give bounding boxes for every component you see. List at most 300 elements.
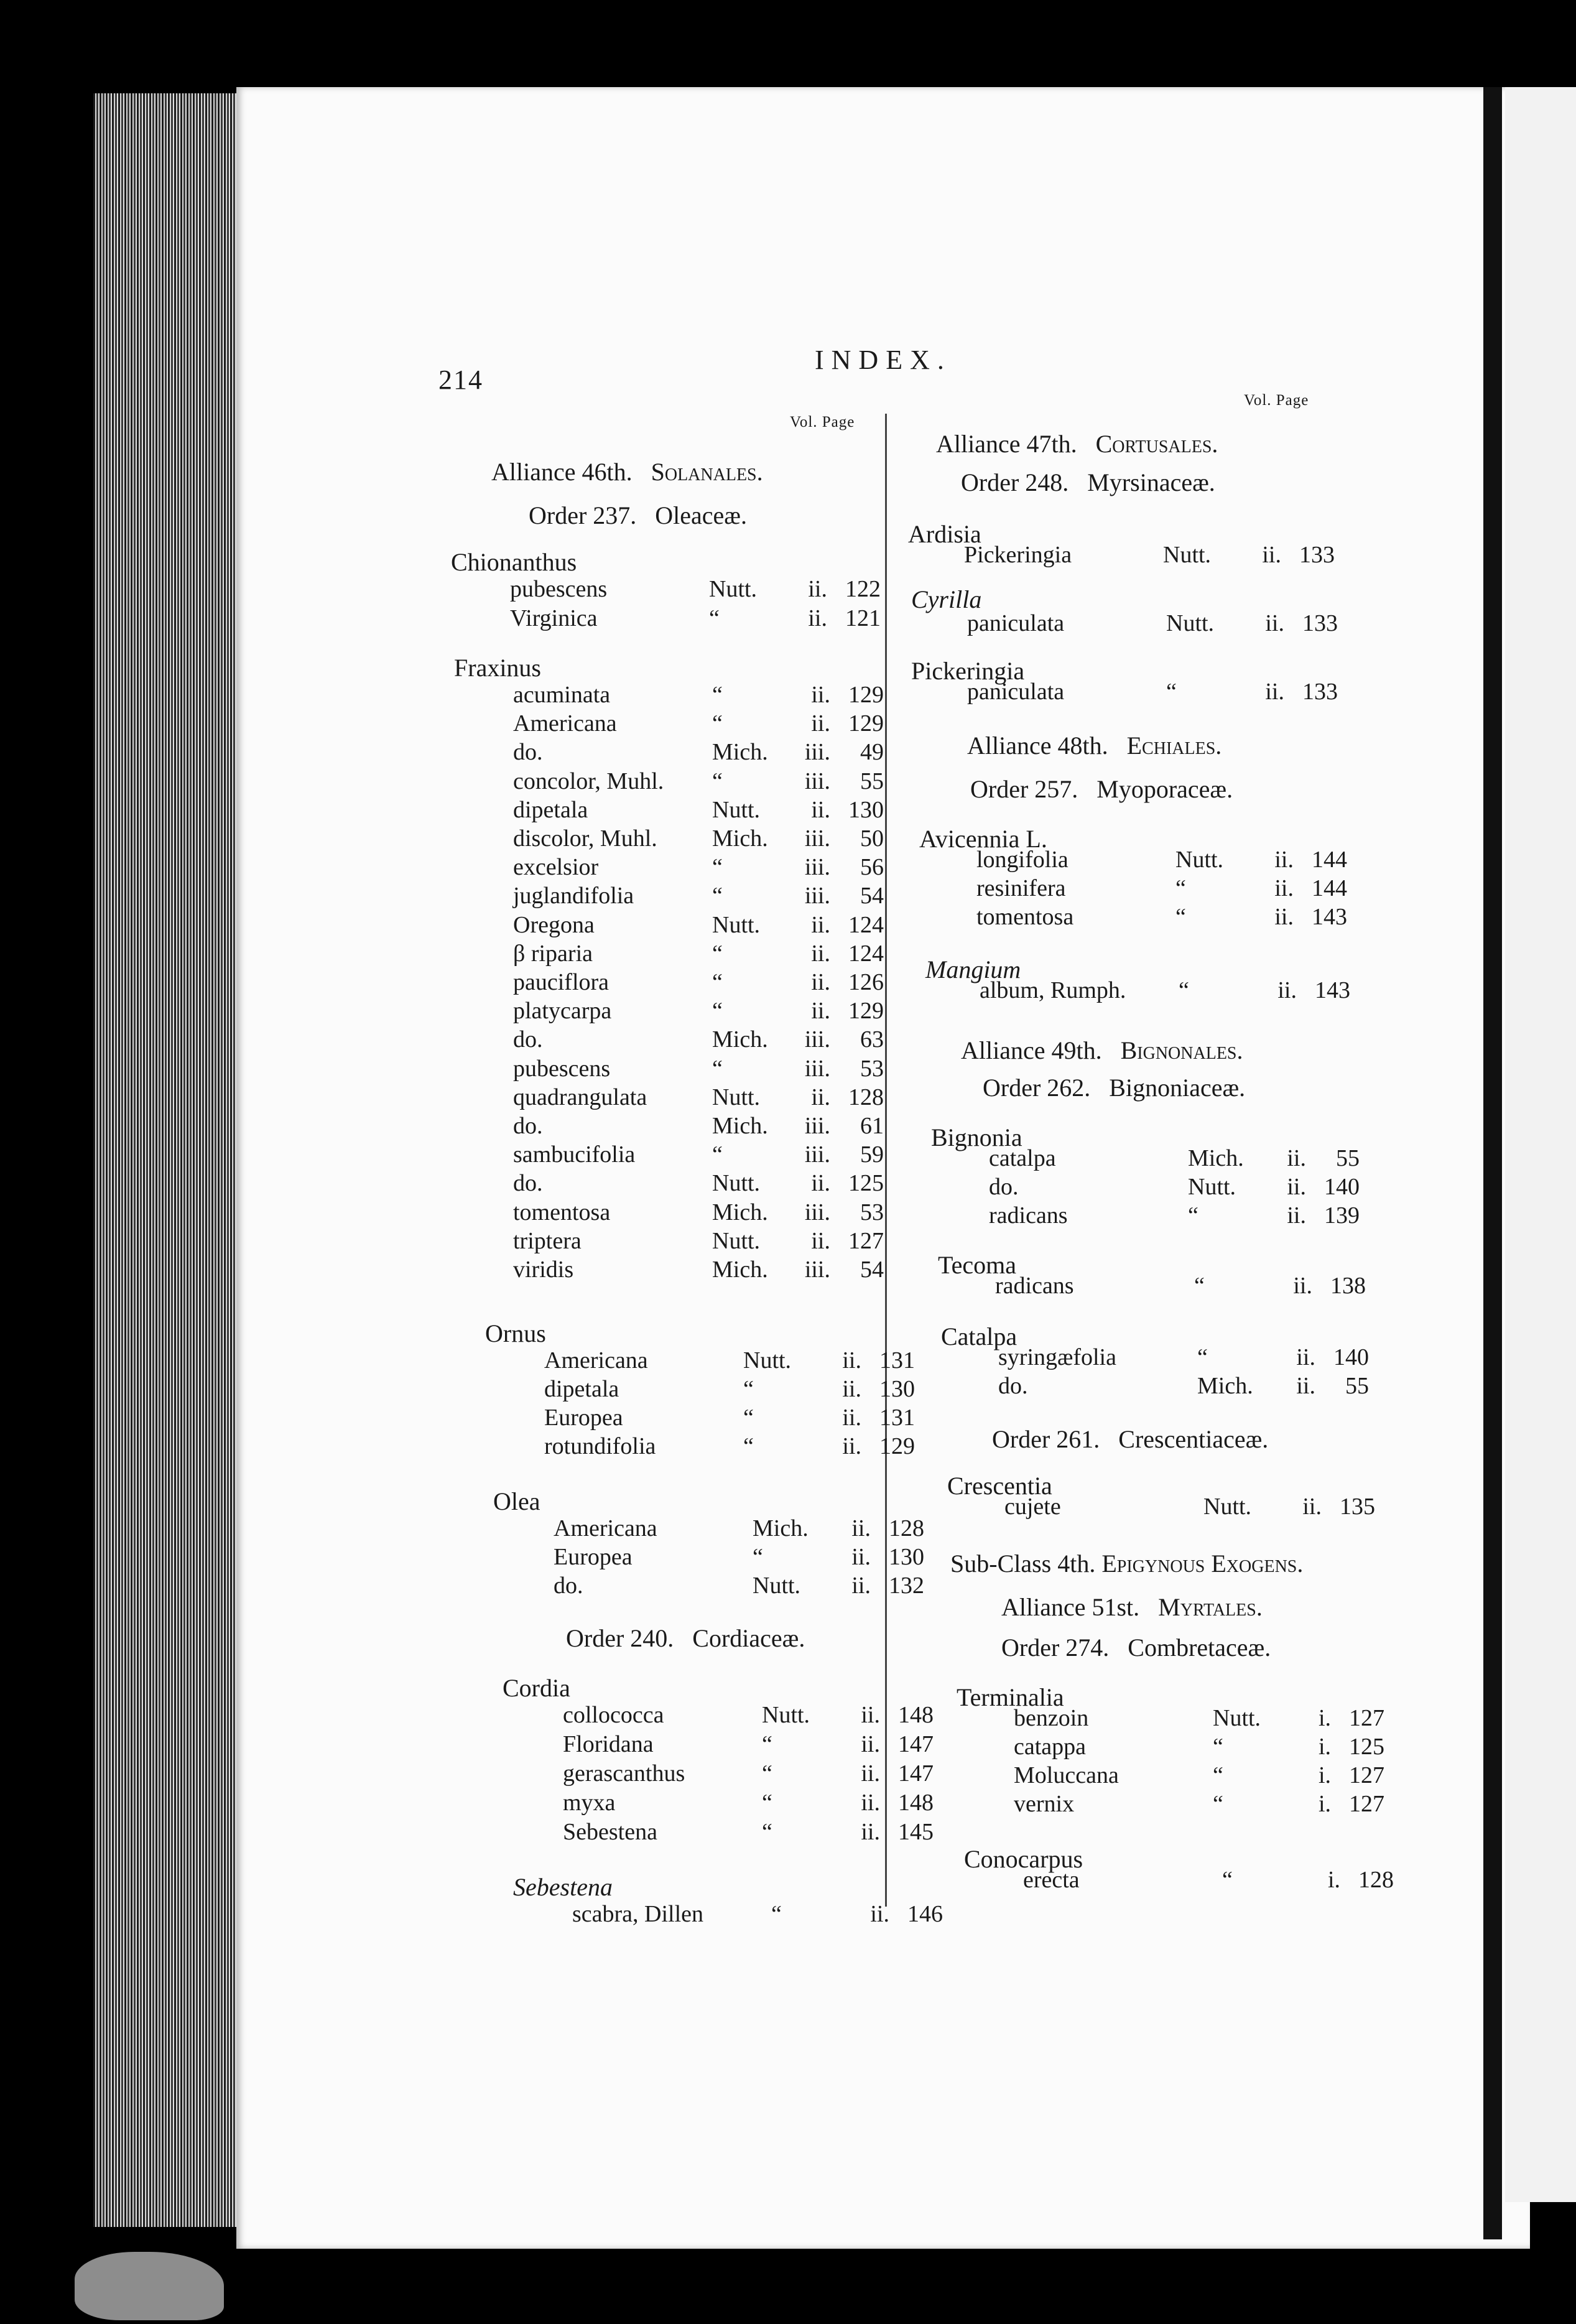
column-divider bbox=[885, 414, 887, 1907]
entry-volume: i. bbox=[1318, 1705, 1331, 1731]
entry-name: Europea bbox=[544, 1405, 623, 1431]
entry-volume: ii. bbox=[811, 1227, 830, 1254]
index-entry bbox=[554, 1515, 924, 1542]
entry-name: juglandifolia bbox=[513, 883, 634, 909]
entry-name: Europea bbox=[554, 1544, 633, 1570]
index-entry bbox=[513, 796, 884, 824]
index-entry bbox=[513, 1055, 884, 1082]
entry-volume: ii. bbox=[861, 1819, 880, 1845]
entry-page: 122 bbox=[845, 576, 881, 602]
index-entry bbox=[544, 1404, 915, 1431]
entry-name: Americana bbox=[513, 710, 617, 737]
index-entry bbox=[967, 678, 1338, 705]
entry-name: acuminata bbox=[513, 682, 611, 708]
book-gutter bbox=[1483, 87, 1502, 2239]
order-heading: Order 240. Cordiaceæ. bbox=[566, 1624, 805, 1652]
entry-authority: Nutt. bbox=[743, 1347, 792, 1373]
genus-heading: Catalpa bbox=[941, 1322, 1017, 1350]
entry-volume: ii. bbox=[1287, 1145, 1306, 1171]
entry-page: 55 bbox=[1336, 1145, 1360, 1171]
genus-heading: Pickeringia bbox=[911, 657, 1025, 685]
order-heading: Order 237. Oleaceæ. bbox=[529, 501, 747, 529]
page-title: INDEX. bbox=[815, 345, 952, 375]
entry-name: dipetala bbox=[513, 796, 588, 823]
entry-name: scabra, Dillen bbox=[572, 1901, 704, 1927]
index-entry bbox=[513, 853, 884, 881]
entry-authority: “ bbox=[1213, 1762, 1223, 1788]
index-entry bbox=[976, 846, 1347, 873]
entry-volume: ii. bbox=[851, 1544, 871, 1570]
entry-name: album, Rumph. bbox=[980, 977, 1126, 1003]
entry-volume: iii. bbox=[804, 825, 830, 852]
index-entry bbox=[976, 903, 1347, 931]
index-entry bbox=[964, 541, 1335, 569]
index-entry bbox=[1004, 1493, 1375, 1520]
entry-authority: Nutt. bbox=[1213, 1705, 1261, 1731]
entry-page: 125 bbox=[1349, 1734, 1384, 1760]
entry-name: triptera bbox=[513, 1227, 582, 1254]
entry-page: 54 bbox=[860, 883, 884, 909]
entry-page: 143 bbox=[1312, 904, 1347, 930]
entry-volume: ii. bbox=[842, 1405, 861, 1431]
index-entry bbox=[967, 610, 1338, 637]
entry-name: Virginica bbox=[510, 605, 598, 631]
entry-authority: Mich. bbox=[712, 1257, 768, 1283]
entry-authority: Nutt. bbox=[712, 1084, 761, 1110]
index-entry bbox=[563, 1701, 934, 1729]
entry-name: benzoin bbox=[1014, 1705, 1089, 1731]
entry-page: 128 bbox=[889, 1515, 924, 1541]
entry-page: 148 bbox=[898, 1790, 934, 1816]
entry-page: 131 bbox=[879, 1347, 915, 1373]
entry-authority: Mich. bbox=[1197, 1373, 1253, 1399]
genus-heading: Avicennia L. bbox=[919, 825, 1047, 853]
entry-name: tomentosa bbox=[513, 1199, 611, 1225]
entry-page: 135 bbox=[1340, 1494, 1375, 1520]
right-column-header: Vol. Page bbox=[1244, 392, 1309, 409]
entry-page: 138 bbox=[1330, 1273, 1366, 1299]
entry-volume: ii. bbox=[861, 1702, 880, 1728]
entry-authority: “ bbox=[1175, 904, 1186, 930]
entry-volume: ii. bbox=[1262, 542, 1281, 568]
entry-authority: “ bbox=[712, 1141, 723, 1168]
entry-volume: ii. bbox=[861, 1760, 880, 1787]
index-entry bbox=[989, 1202, 1360, 1229]
facing-page-edge bbox=[1505, 87, 1576, 2202]
index-entry bbox=[1014, 1733, 1384, 1760]
index-entry bbox=[513, 997, 884, 1025]
entry-name: catappa bbox=[1014, 1734, 1087, 1760]
entry-name: Moluccana bbox=[1014, 1762, 1119, 1788]
paper-fragment bbox=[75, 2252, 224, 2320]
entry-page: 55 bbox=[1345, 1373, 1369, 1399]
entry-page: 133 bbox=[1299, 542, 1335, 568]
entry-page: 124 bbox=[848, 911, 884, 938]
index-entry bbox=[544, 1347, 915, 1374]
entry-authority: Nutt. bbox=[1188, 1174, 1236, 1200]
index-entry bbox=[513, 1227, 884, 1255]
entry-volume: ii. bbox=[1296, 1344, 1315, 1370]
entry-volume: iii. bbox=[804, 1141, 830, 1168]
index-entry bbox=[544, 1433, 915, 1460]
entry-page: 140 bbox=[1324, 1174, 1360, 1200]
index-entry bbox=[513, 768, 884, 795]
index-entry bbox=[513, 1141, 884, 1168]
entry-volume: iii. bbox=[804, 768, 830, 794]
entry-page: 129 bbox=[879, 1433, 915, 1459]
entry-name: paniculata bbox=[967, 679, 1065, 705]
entry-name: radicans bbox=[989, 1202, 1068, 1229]
genus-heading: Tecoma bbox=[938, 1251, 1017, 1279]
entry-authority: “ bbox=[762, 1731, 772, 1757]
genus-heading: Conocarpus bbox=[964, 1845, 1083, 1873]
entry-volume: iii. bbox=[804, 854, 830, 881]
entry-volume: ii. bbox=[811, 911, 830, 938]
index-entry bbox=[513, 1026, 884, 1053]
index-entry bbox=[513, 1084, 884, 1111]
entry-volume: ii. bbox=[1296, 1373, 1315, 1399]
index-entry bbox=[1023, 1866, 1394, 1894]
entry-page: 50 bbox=[860, 825, 884, 852]
entry-name: tomentosa bbox=[976, 904, 1074, 930]
entry-authority: Mich. bbox=[712, 1026, 768, 1053]
index-entry bbox=[989, 1145, 1360, 1172]
index-entry bbox=[510, 575, 881, 603]
entry-page: 124 bbox=[848, 940, 884, 967]
index-entry bbox=[995, 1272, 1366, 1299]
genus-heading: Chionanthus bbox=[451, 548, 577, 576]
entry-volume: ii. bbox=[811, 969, 830, 995]
entry-volume: ii. bbox=[811, 1084, 830, 1110]
entry-page: 130 bbox=[889, 1544, 924, 1570]
index-entry bbox=[513, 1169, 884, 1197]
entry-volume: i. bbox=[1318, 1734, 1331, 1760]
entry-authority: “ bbox=[1188, 1202, 1198, 1229]
entry-authority: Nutt. bbox=[712, 911, 761, 938]
entry-volume: ii. bbox=[861, 1790, 880, 1816]
entry-authority: Mich. bbox=[1188, 1145, 1244, 1171]
entry-page: 147 bbox=[898, 1731, 934, 1757]
genus-heading: Crescentia bbox=[947, 1472, 1052, 1500]
entry-name: pubescens bbox=[513, 1055, 611, 1082]
index-entry bbox=[513, 1112, 884, 1140]
entry-page: 144 bbox=[1312, 875, 1347, 901]
entry-authority: Mich. bbox=[753, 1515, 809, 1541]
genus-heading: Olea bbox=[493, 1487, 540, 1515]
entry-authority: “ bbox=[743, 1405, 754, 1431]
entry-name: vernix bbox=[1014, 1791, 1075, 1817]
entry-authority: Nutt. bbox=[1175, 847, 1224, 873]
index-entry bbox=[513, 710, 884, 737]
entry-volume: ii. bbox=[842, 1347, 861, 1373]
entry-page: 127 bbox=[1349, 1762, 1384, 1788]
index-entry bbox=[989, 1173, 1360, 1201]
entry-volume: i. bbox=[1327, 1867, 1340, 1893]
entry-name: discolor, Muhl. bbox=[513, 825, 657, 852]
entry-name: do. bbox=[513, 1113, 543, 1139]
entry-name: do. bbox=[989, 1174, 1019, 1200]
index-entry bbox=[1014, 1762, 1384, 1789]
entry-volume: ii. bbox=[1274, 904, 1294, 930]
alliance-heading: Alliance 51st. Myrtales. bbox=[1001, 1593, 1263, 1621]
entry-page: 128 bbox=[848, 1084, 884, 1110]
entry-name: pubescens bbox=[510, 576, 608, 602]
entry-authority: Nutt. bbox=[762, 1702, 810, 1728]
entry-authority: “ bbox=[1197, 1344, 1208, 1370]
entry-authority: “ bbox=[771, 1901, 782, 1927]
entry-page: 148 bbox=[898, 1702, 934, 1728]
entry-authority: Mich. bbox=[712, 739, 768, 766]
order-heading: Order 262. Bignoniaceæ. bbox=[983, 1074, 1246, 1102]
entry-page: 54 bbox=[860, 1257, 884, 1283]
index-entry bbox=[513, 969, 884, 996]
entry-page: 133 bbox=[1302, 610, 1338, 636]
entry-authority: “ bbox=[762, 1760, 772, 1787]
entry-authority: Mich. bbox=[712, 1113, 768, 1139]
entry-authority: “ bbox=[762, 1790, 772, 1816]
entry-authority: “ bbox=[1175, 875, 1186, 901]
entry-name: viridis bbox=[513, 1257, 574, 1283]
entry-name: paniculata bbox=[967, 610, 1065, 636]
entry-authority: “ bbox=[712, 940, 723, 967]
entry-name: quadrangulata bbox=[513, 1084, 647, 1110]
entry-name: do. bbox=[513, 1170, 543, 1197]
entry-volume: i. bbox=[1318, 1791, 1331, 1817]
entry-name: dipetala bbox=[544, 1376, 619, 1402]
index-entry bbox=[513, 681, 884, 709]
entry-page: 144 bbox=[1312, 847, 1347, 873]
index-entry bbox=[513, 911, 884, 939]
entry-page: 53 bbox=[860, 1199, 884, 1225]
index-entry bbox=[1014, 1790, 1384, 1818]
genus-heading: Bignonia bbox=[931, 1123, 1022, 1151]
genus-heading: Cyrilla bbox=[911, 585, 982, 613]
entry-volume: ii. bbox=[842, 1376, 861, 1402]
genus-heading: Sebestena bbox=[513, 1873, 613, 1901]
index-entry bbox=[513, 738, 884, 766]
entry-name: Pickeringia bbox=[964, 542, 1072, 568]
entry-page: 127 bbox=[848, 1227, 884, 1254]
index-entry bbox=[513, 1199, 884, 1226]
entry-name: myxa bbox=[563, 1790, 616, 1816]
entry-volume: ii. bbox=[811, 998, 830, 1025]
entry-volume: ii. bbox=[842, 1433, 861, 1459]
entry-volume: ii. bbox=[861, 1731, 880, 1757]
left-column-header: Vol. Page bbox=[790, 414, 855, 430]
genus-heading: Ardisia bbox=[908, 520, 981, 548]
entry-authority: “ bbox=[712, 1055, 723, 1082]
entry-authority: “ bbox=[743, 1376, 754, 1402]
entry-authority: “ bbox=[709, 605, 720, 631]
entry-name: syringæfolia bbox=[998, 1344, 1116, 1370]
entry-name: resinifera bbox=[976, 875, 1066, 901]
entry-authority: Mich. bbox=[712, 1199, 768, 1225]
alliance-heading: Alliance 48th. Echiales. bbox=[967, 732, 1222, 760]
entry-volume: ii. bbox=[870, 1901, 889, 1927]
entry-page: 143 bbox=[1315, 977, 1350, 1003]
entry-page: 132 bbox=[889, 1573, 924, 1599]
genus-heading: Terminalia bbox=[957, 1683, 1064, 1711]
entry-authority: Mich. bbox=[712, 825, 768, 852]
index-entry bbox=[510, 605, 881, 632]
entry-volume: iii. bbox=[804, 1199, 830, 1225]
entry-page: 53 bbox=[860, 1055, 884, 1082]
entry-volume: ii. bbox=[1293, 1273, 1312, 1299]
entry-page: 147 bbox=[898, 1760, 934, 1787]
entry-page: 130 bbox=[879, 1376, 915, 1402]
entry-page: 127 bbox=[1349, 1705, 1384, 1731]
index-entry bbox=[544, 1375, 915, 1403]
entry-page: 128 bbox=[1358, 1867, 1394, 1893]
index-entry bbox=[554, 1572, 924, 1599]
entry-volume: ii. bbox=[1274, 875, 1294, 901]
entry-authority: “ bbox=[1222, 1867, 1233, 1893]
entry-authority: “ bbox=[1213, 1791, 1223, 1817]
index-entry bbox=[563, 1731, 934, 1758]
entry-name: do. bbox=[513, 1026, 543, 1053]
entry-volume: iii. bbox=[804, 739, 830, 766]
genus-heading: Ornus bbox=[485, 1319, 546, 1347]
entry-authority: “ bbox=[712, 883, 723, 909]
entry-authority: Nutt. bbox=[1163, 542, 1212, 568]
entry-page: 55 bbox=[860, 768, 884, 794]
order-heading: Order 274. Combretaceæ. bbox=[1001, 1634, 1271, 1662]
entry-page: 133 bbox=[1302, 679, 1338, 705]
entry-name: do. bbox=[998, 1373, 1028, 1399]
alliance-heading: Alliance 47th. Cortusales. bbox=[936, 430, 1218, 458]
entry-authority: Nutt. bbox=[709, 576, 758, 602]
entry-volume: ii. bbox=[808, 605, 827, 631]
entry-volume: ii. bbox=[1265, 679, 1284, 705]
entry-authority: “ bbox=[712, 682, 723, 708]
entry-authority: Nutt. bbox=[1166, 610, 1215, 636]
page-number: 214 bbox=[438, 365, 483, 395]
entry-name: cujete bbox=[1004, 1494, 1061, 1520]
entry-name: excelsior bbox=[513, 854, 599, 881]
genus-heading: Fraxinus bbox=[454, 654, 541, 682]
entry-authority: “ bbox=[1194, 1273, 1205, 1299]
entry-page: 61 bbox=[860, 1113, 884, 1139]
subclass-heading: Sub-Class 4th. Epigynous Exogens. bbox=[950, 1550, 1304, 1578]
entry-authority: “ bbox=[712, 998, 723, 1025]
entry-page: 126 bbox=[848, 969, 884, 995]
entry-name: Oregona bbox=[513, 911, 595, 938]
entry-name: concolor, Muhl. bbox=[513, 768, 664, 794]
alliance-heading: Alliance 46th. Solanales. bbox=[491, 458, 763, 486]
entry-name: Sebestena bbox=[563, 1819, 657, 1845]
index-entry bbox=[563, 1789, 934, 1816]
entry-volume: ii. bbox=[811, 710, 830, 737]
entry-name: do. bbox=[554, 1573, 583, 1599]
entry-volume: i. bbox=[1318, 1762, 1331, 1788]
entry-volume: ii. bbox=[1302, 1494, 1322, 1520]
index-entry bbox=[513, 940, 884, 967]
entry-authority: “ bbox=[712, 854, 723, 881]
index-entry bbox=[513, 1256, 884, 1283]
entry-name: gerascanthus bbox=[563, 1760, 685, 1787]
entry-volume: ii. bbox=[811, 796, 830, 823]
entry-name: radicans bbox=[995, 1273, 1074, 1299]
index-entry bbox=[513, 825, 884, 852]
entry-authority: “ bbox=[1213, 1734, 1223, 1760]
order-heading: Order 257. Myoporaceæ. bbox=[970, 775, 1233, 803]
order-heading: Order 261. Crescentiaceæ. bbox=[992, 1425, 1269, 1453]
entry-volume: iii. bbox=[804, 1055, 830, 1082]
entry-page: 56 bbox=[860, 854, 884, 881]
alliance-heading: Alliance 49th. Bignonales. bbox=[961, 1036, 1243, 1064]
entry-authority: “ bbox=[712, 969, 723, 995]
entry-volume: ii. bbox=[811, 940, 830, 967]
entry-page: 129 bbox=[848, 710, 884, 737]
entry-volume: ii. bbox=[811, 682, 830, 708]
entry-authority: “ bbox=[743, 1433, 754, 1459]
entry-authority: Nutt. bbox=[712, 1170, 761, 1197]
entry-volume: ii. bbox=[1265, 610, 1284, 636]
index-entry bbox=[513, 882, 884, 909]
entry-page: 59 bbox=[860, 1141, 884, 1168]
entry-volume: iii. bbox=[804, 1113, 830, 1139]
entry-volume: ii. bbox=[808, 576, 827, 602]
entry-name: erecta bbox=[1023, 1867, 1080, 1893]
entry-volume: ii. bbox=[851, 1515, 871, 1541]
entry-page: 49 bbox=[860, 739, 884, 766]
entry-page: 127 bbox=[1349, 1791, 1384, 1817]
entry-volume: ii. bbox=[1287, 1174, 1306, 1200]
entry-authority: “ bbox=[753, 1544, 763, 1570]
index-entry bbox=[563, 1760, 934, 1787]
entry-page: 140 bbox=[1333, 1344, 1369, 1370]
entry-authority: Nutt. bbox=[712, 796, 761, 823]
entry-page: 129 bbox=[848, 998, 884, 1025]
entry-authority: Nutt. bbox=[753, 1573, 801, 1599]
entry-name: β riparia bbox=[513, 940, 593, 967]
entry-name: longifolia bbox=[976, 847, 1068, 873]
entry-page: 121 bbox=[845, 605, 881, 631]
entry-name: rotundifolia bbox=[544, 1433, 656, 1459]
index-entry bbox=[572, 1900, 943, 1928]
entry-page: 63 bbox=[860, 1026, 884, 1053]
entry-volume: iii. bbox=[804, 883, 830, 909]
entry-page: 130 bbox=[848, 796, 884, 823]
entry-authority: Nutt. bbox=[1203, 1494, 1252, 1520]
index-entry bbox=[980, 977, 1350, 1004]
entry-name: Americana bbox=[554, 1515, 657, 1541]
entry-authority: Nutt. bbox=[712, 1227, 761, 1254]
entry-authority: “ bbox=[712, 768, 723, 794]
index-entry bbox=[1014, 1704, 1384, 1732]
index-entry bbox=[554, 1543, 924, 1571]
index-entry bbox=[998, 1344, 1369, 1371]
entry-name: do. bbox=[513, 739, 543, 766]
entry-name: sambucifolia bbox=[513, 1141, 636, 1168]
index-entry bbox=[976, 875, 1347, 902]
entry-name: Americana bbox=[544, 1347, 648, 1373]
entry-page: 131 bbox=[879, 1405, 915, 1431]
entry-name: Floridana bbox=[563, 1731, 654, 1757]
entry-authority: “ bbox=[762, 1819, 772, 1845]
entry-page: 139 bbox=[1324, 1202, 1360, 1229]
entry-name: collococca bbox=[563, 1702, 664, 1728]
entry-volume: iii. bbox=[804, 1026, 830, 1053]
entry-page: 125 bbox=[848, 1170, 884, 1197]
index-entry bbox=[563, 1818, 934, 1846]
entry-name: platycarpa bbox=[513, 998, 612, 1025]
genus-heading: Mangium bbox=[925, 955, 1021, 983]
entry-volume: iii. bbox=[804, 1257, 830, 1283]
entry-name: pauciflora bbox=[513, 969, 610, 995]
entry-authority: “ bbox=[1166, 679, 1177, 705]
genus-heading: Cordia bbox=[503, 1674, 570, 1702]
